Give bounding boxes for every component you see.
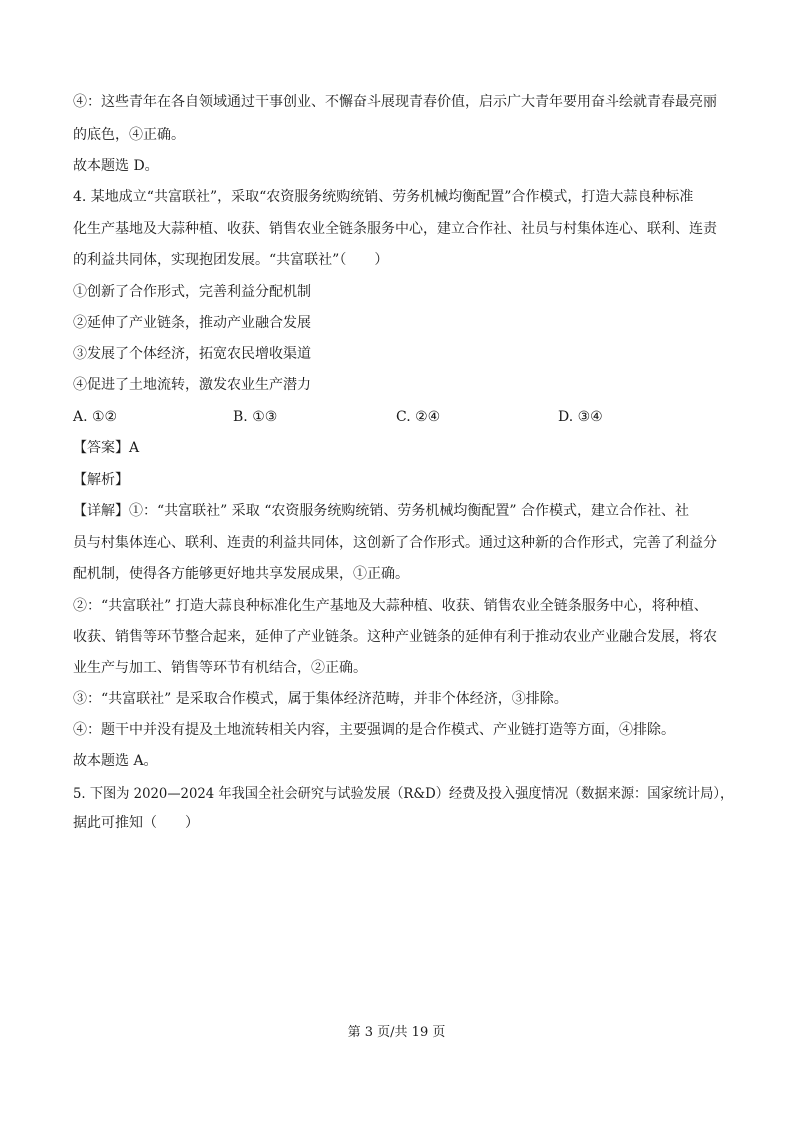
q4-stem-line-3: 的利益共同体，实现抱团发展。“共富联社”（ ）	[73, 252, 389, 268]
q4-conclusion: 故本题选 A。	[73, 753, 158, 769]
q4-detail-line-8: ④：题干中并没有提及土地流转相关内容，主要强调的是合作模式、产业链打造等方面，④排除。	[73, 722, 675, 738]
prev-conclusion: 故本题选 D。	[73, 158, 159, 174]
q4-detail-line-4: ②：“共富联社” 打造大蒜良种标准化生产基地及大蒜种植、收获、销售农业全链条服务中心，将种植、	[73, 598, 708, 614]
q4-detail-line-7: ③：“共富联社” 是采取合作模式，属于集体经济范畴，并非个体经济，③排除。	[73, 691, 568, 707]
q4-option-c: C. ②④	[396, 409, 441, 425]
prev-answer-line-2: 的底色，④正确。	[73, 127, 185, 143]
q4-option-d: D. ③④	[558, 409, 603, 425]
q4-detail-line-1: 【详解】①：“共富联社” 采取 “农资服务统购统销、劳务机械均衡配置” 合作模式，建立合作社、社	[73, 503, 689, 519]
q4-statement-4: ④促进了土地流转，激发农业生产潜力	[73, 377, 311, 393]
q4-answer-label: 【答案】A	[73, 440, 140, 456]
q4-statement-3: ③发展了个体经济，拓宽农民增收渠道	[73, 346, 311, 362]
q4-detail-line-6: 业生产与加工、销售等环节有机结合，②正确。	[73, 660, 367, 676]
q4-detail-line-3: 配机制，使得各方能够更好地共享发展成果，①正确。	[73, 566, 409, 582]
page-footer: 第 3 页/共 19 页	[347, 1025, 446, 1040]
q4-stem-line-2: 化生产基地及大蒜种植、收获、销售农业全链条服务中心，建立合作社、社员与村集体连心、联利、连责	[73, 221, 717, 237]
q5-stem-line-1: 5. 下图为 2020—2024 年我国全社会研究与试验发展（R&D）经费及投入强度情况（数据来源：国家统计局），	[73, 786, 734, 802]
prev-answer-line-1: ④：这些青年在各自领域通过干事创业、不懈奋斗展现青春价值，启示广大青年要用奋斗绘就青春最亮丽	[73, 94, 717, 110]
q4-option-b: B. ①③	[233, 409, 278, 425]
q4-statement-1: ①创新了合作形式，完善利益分配机制	[73, 284, 311, 300]
q4-detail-line-5: 收获、销售等环节整合起来，延伸了产业链条。这种产业链条的延伸有利于推动农业产业融合发展，将农	[73, 629, 717, 645]
q4-analysis-label: 【解析】	[73, 472, 129, 488]
q4-statement-2: ②延伸了产业链条，推动产业融合发展	[73, 315, 311, 331]
q5-stem-line-2: 据此可推知（ ）	[73, 815, 199, 831]
q4-option-a: A. ①②	[73, 409, 118, 425]
q4-detail-line-2: 员与村集体连心、联利、连责的利益共同体，这创新了合作形式。通过这种新的合作形式，完善了利益分	[73, 535, 717, 551]
q4-stem-line-1: 4. 某地成立“共富联社”，采取“农资服务统购统销、劳务机械均衡配置”合作模式，打造大蒜良种标准	[73, 189, 694, 205]
